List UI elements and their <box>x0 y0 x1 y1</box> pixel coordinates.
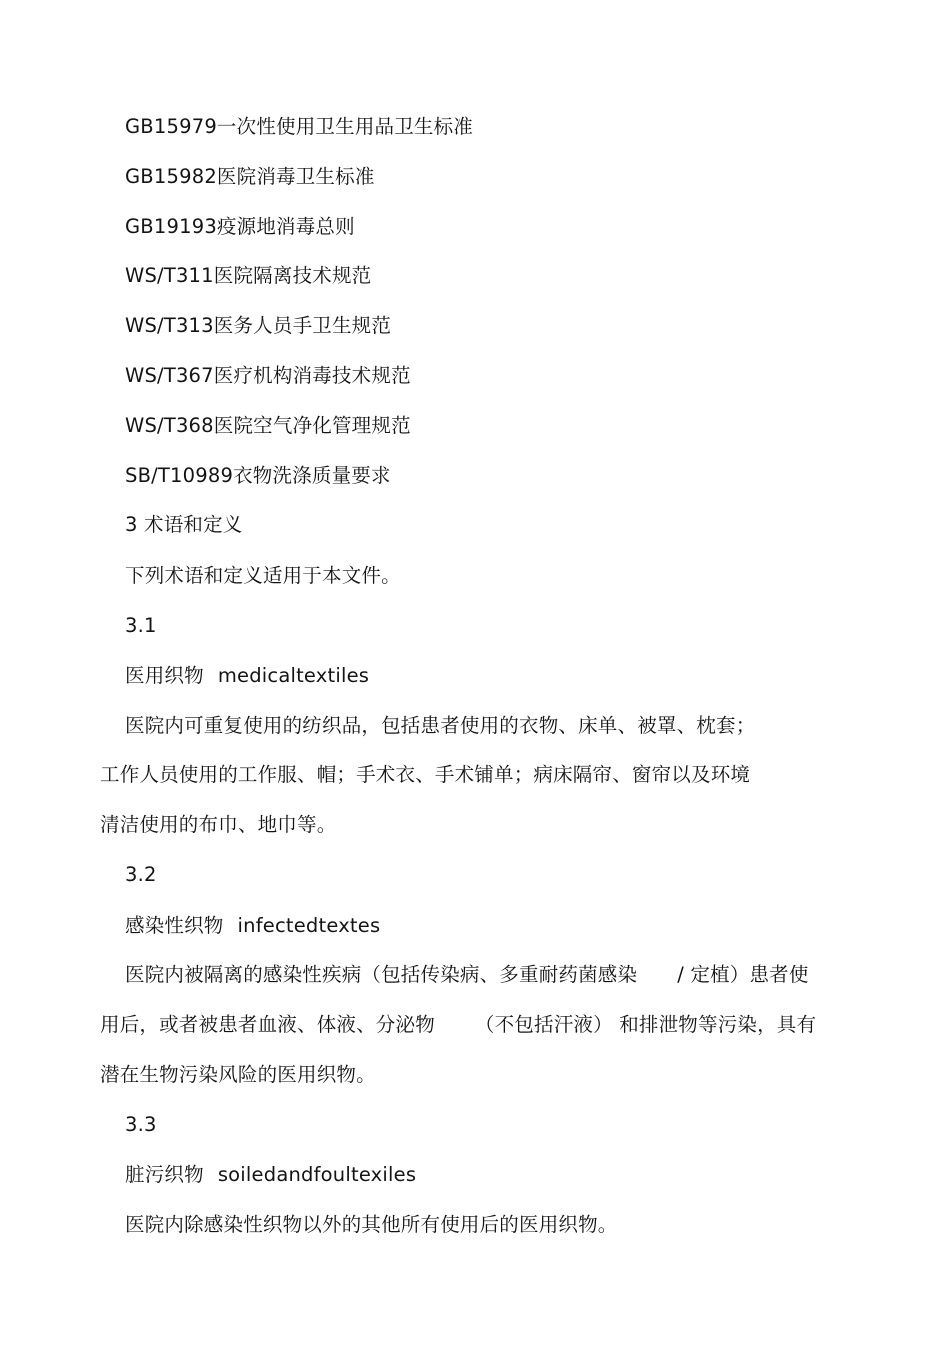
term-definition-line: 清洁使用的布巾、地巾等。 <box>100 813 337 836</box>
term-name-en: soiledandfoultexiles <box>217 1163 417 1186</box>
term-heading <box>125 1162 416 1188</box>
definition-segment: / 定植）患者使 <box>677 963 809 986</box>
reference-title: 衣物洗涤质量要求 <box>233 464 391 487</box>
term-name-cn: 脏污织物 <box>125 1163 204 1186</box>
reference-code: SB/T10989 <box>125 464 234 487</box>
term-number: 3.2 <box>125 863 157 886</box>
reference-code: WS/T311 <box>125 264 214 287</box>
reference-code: GB15979 <box>125 115 217 138</box>
term-name-cn: 感染性织物 <box>125 914 224 937</box>
section-intro: 下列术语和定义适用于本文件。 <box>125 564 401 587</box>
reference-title: 医疗机构消毒技术规范 <box>213 364 411 387</box>
reference-item <box>125 214 355 240</box>
reference-item <box>125 114 473 140</box>
reference-code: GB15982 <box>125 165 217 188</box>
term-definition-line: 医院内除感染性织物以外的其他所有使用后的医用织物。 <box>125 1213 618 1236</box>
reference-item <box>125 263 371 289</box>
section-heading: 3 术语和定义 <box>125 513 243 536</box>
reference-code: WS/T313 <box>125 314 214 337</box>
term-number: 3.1 <box>125 614 157 637</box>
reference-title: 医院空气净化管理规范 <box>213 414 411 437</box>
term-name-cn: 医用织物 <box>125 664 204 687</box>
definition-segment: （不包括汗液） 和排泄物等污染，具有 <box>474 1013 817 1036</box>
reference-item <box>125 313 391 339</box>
reference-code: WS/T367 <box>125 364 214 387</box>
reference-title: 医院消毒卫生标准 <box>216 165 375 188</box>
reference-title: 一次性使用卫生用品卫生标准 <box>216 115 474 138</box>
term-definition-line: 工作人员使用的工作服、帽；手术衣、手术铺单；病床隔帘、窗帘以及环境 <box>100 763 751 786</box>
term-name-en: infectedtextes <box>237 914 381 937</box>
reference-item <box>125 363 411 389</box>
reference-item <box>125 164 375 190</box>
definition-segment: 潜在生物污染风险的医用织物。 <box>100 1063 376 1086</box>
reference-code: GB19193 <box>125 215 217 238</box>
reference-item <box>125 463 391 489</box>
reference-item <box>125 413 411 439</box>
term-name-en: medicaltextiles <box>217 664 370 687</box>
term-definition-line <box>125 962 809 988</box>
reference-title: 疫源地消毒总则 <box>216 215 355 238</box>
term-definition-line: 医院内可重复使用的纺织品，包括患者使用的衣物、床单、被罩、枕套； <box>125 714 756 737</box>
reference-title: 医务人员手卫生规范 <box>213 314 392 337</box>
term-definition-line <box>100 1012 816 1038</box>
term-number: 3.3 <box>125 1113 157 1136</box>
reference-code: WS/T368 <box>125 414 214 437</box>
term-definition-line <box>100 1062 376 1088</box>
term-heading <box>125 913 380 939</box>
definition-segment: 用后，或者被患者血液、体液、分泌物 <box>100 1013 435 1036</box>
term-heading <box>125 663 369 689</box>
definition-segment: 医院内被隔离的感染性疾病（包括传染病、多重耐药菌感染 <box>125 963 638 986</box>
reference-title: 医院隔离技术规范 <box>213 264 372 287</box>
